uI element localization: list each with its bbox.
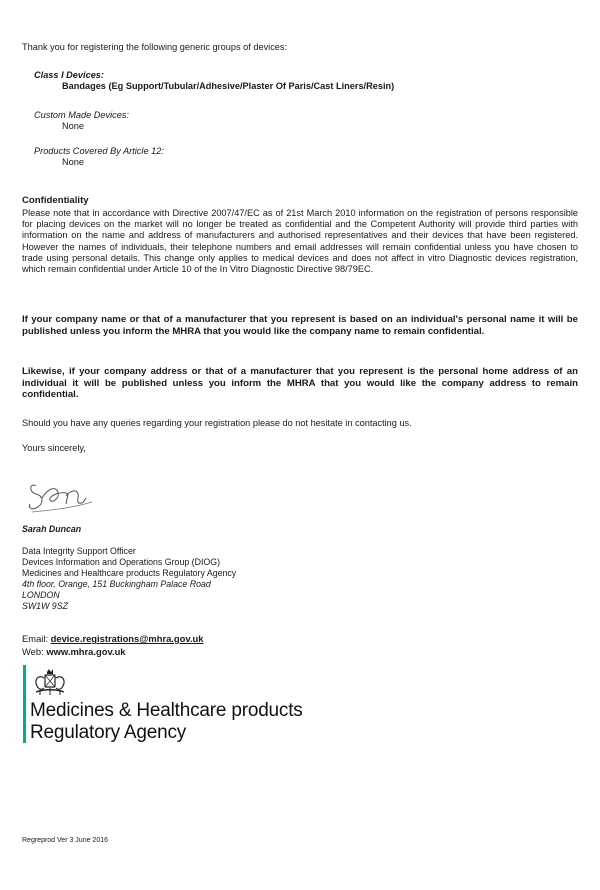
- logo-accent-bar: [23, 665, 26, 743]
- group-value: None: [62, 157, 84, 168]
- royal-crest-icon: [30, 668, 70, 698]
- confidentiality-paragraph-2: If your company name or that of a manufacturer that you represent is based on an individual's personal name it will be published unless you inform the MHRA that you would like the company name to remain confidential.: [22, 314, 578, 337]
- signatory-organisation: Medicines and Healthcare products Regulatory Agency: [22, 567, 237, 578]
- logo-line-2: Regulatory Agency: [30, 721, 187, 743]
- confidentiality-paragraph-1: Please note that in accordance with Directive 2007/47/EC as of 21st March 2010 information on the registration of persons responsible for placing devices on the market will no longer be treated as confidential and the Competent Authority will provide third parties with information on the name and address of manufacturers and authorised representatives and their devices that have been registered. However the names of individuals, their telephone numbers and email addresses will remain confidential unless you have chosen to trade using personal details. This change only applies to medical devices and does not affect in vitro Diagnostic devices registration, which remain confidential under Article 10 of the In Vitro Diagnostic Directive 98/79EC.: [22, 208, 578, 275]
- device-group-custom-made: [34, 110, 129, 132]
- address-postcode: SW1W 9SZ: [22, 600, 68, 611]
- group-title: Custom Made Devices:: [34, 110, 129, 120]
- signatory-address-block: [22, 546, 236, 612]
- group-value: Bandages (Eg Support/Tubular/Adhesive/Plaster Of Paris/Cast Liners/Resin): [62, 81, 395, 92]
- web-link[interactable]: www.mhra.gov.uk: [46, 645, 126, 657]
- contact-block: [22, 633, 203, 658]
- mhra-logo-text: [30, 700, 303, 744]
- intro-text: Thank you for registering the following generic groups of devices:: [22, 42, 288, 52]
- confidentiality-heading: Confidentiality: [22, 195, 89, 206]
- web-line: [22, 646, 203, 659]
- address-city: LONDON: [22, 589, 60, 600]
- logo-line-1: Medicines & Healthcare products: [30, 700, 303, 721]
- queries-paragraph: Should you have any queries regarding your registration please do not hesitate in contacting us.: [22, 418, 412, 428]
- group-title: Products Covered By Article 12:: [34, 146, 164, 156]
- email-link[interactable]: device.registrations@mhra.gov.uk: [50, 633, 204, 644]
- signatory-department: Devices Information and Operations Group (DIOG): [22, 556, 221, 567]
- group-title: Class I Devices:: [34, 70, 104, 80]
- handwritten-signature: [22, 468, 102, 518]
- device-group-class-1: [34, 70, 394, 92]
- closing-salutation: Yours sincerely,: [22, 443, 86, 453]
- group-value: None: [62, 121, 84, 132]
- confidentiality-paragraph-3: Likewise, if your company address or that of a manufacturer that you represent is the personal home address of an individual it will be published unless you inform the MHRA that you would like the company address to remain confidential.: [22, 366, 578, 401]
- footer-version: Regreprod Ver 3 June 2016: [22, 837, 109, 844]
- email-label: Email:: [22, 633, 49, 644]
- signatory-title: Data Integrity Support Officer: [22, 546, 136, 556]
- address-line-1: 4th floor, Orange, 151 Buckingham Palace Road: [22, 578, 211, 589]
- email-line: [22, 633, 203, 646]
- web-label: Web:: [22, 645, 44, 657]
- device-group-article-12: [34, 146, 164, 168]
- signatory-name: Sarah Duncan: [22, 524, 82, 534]
